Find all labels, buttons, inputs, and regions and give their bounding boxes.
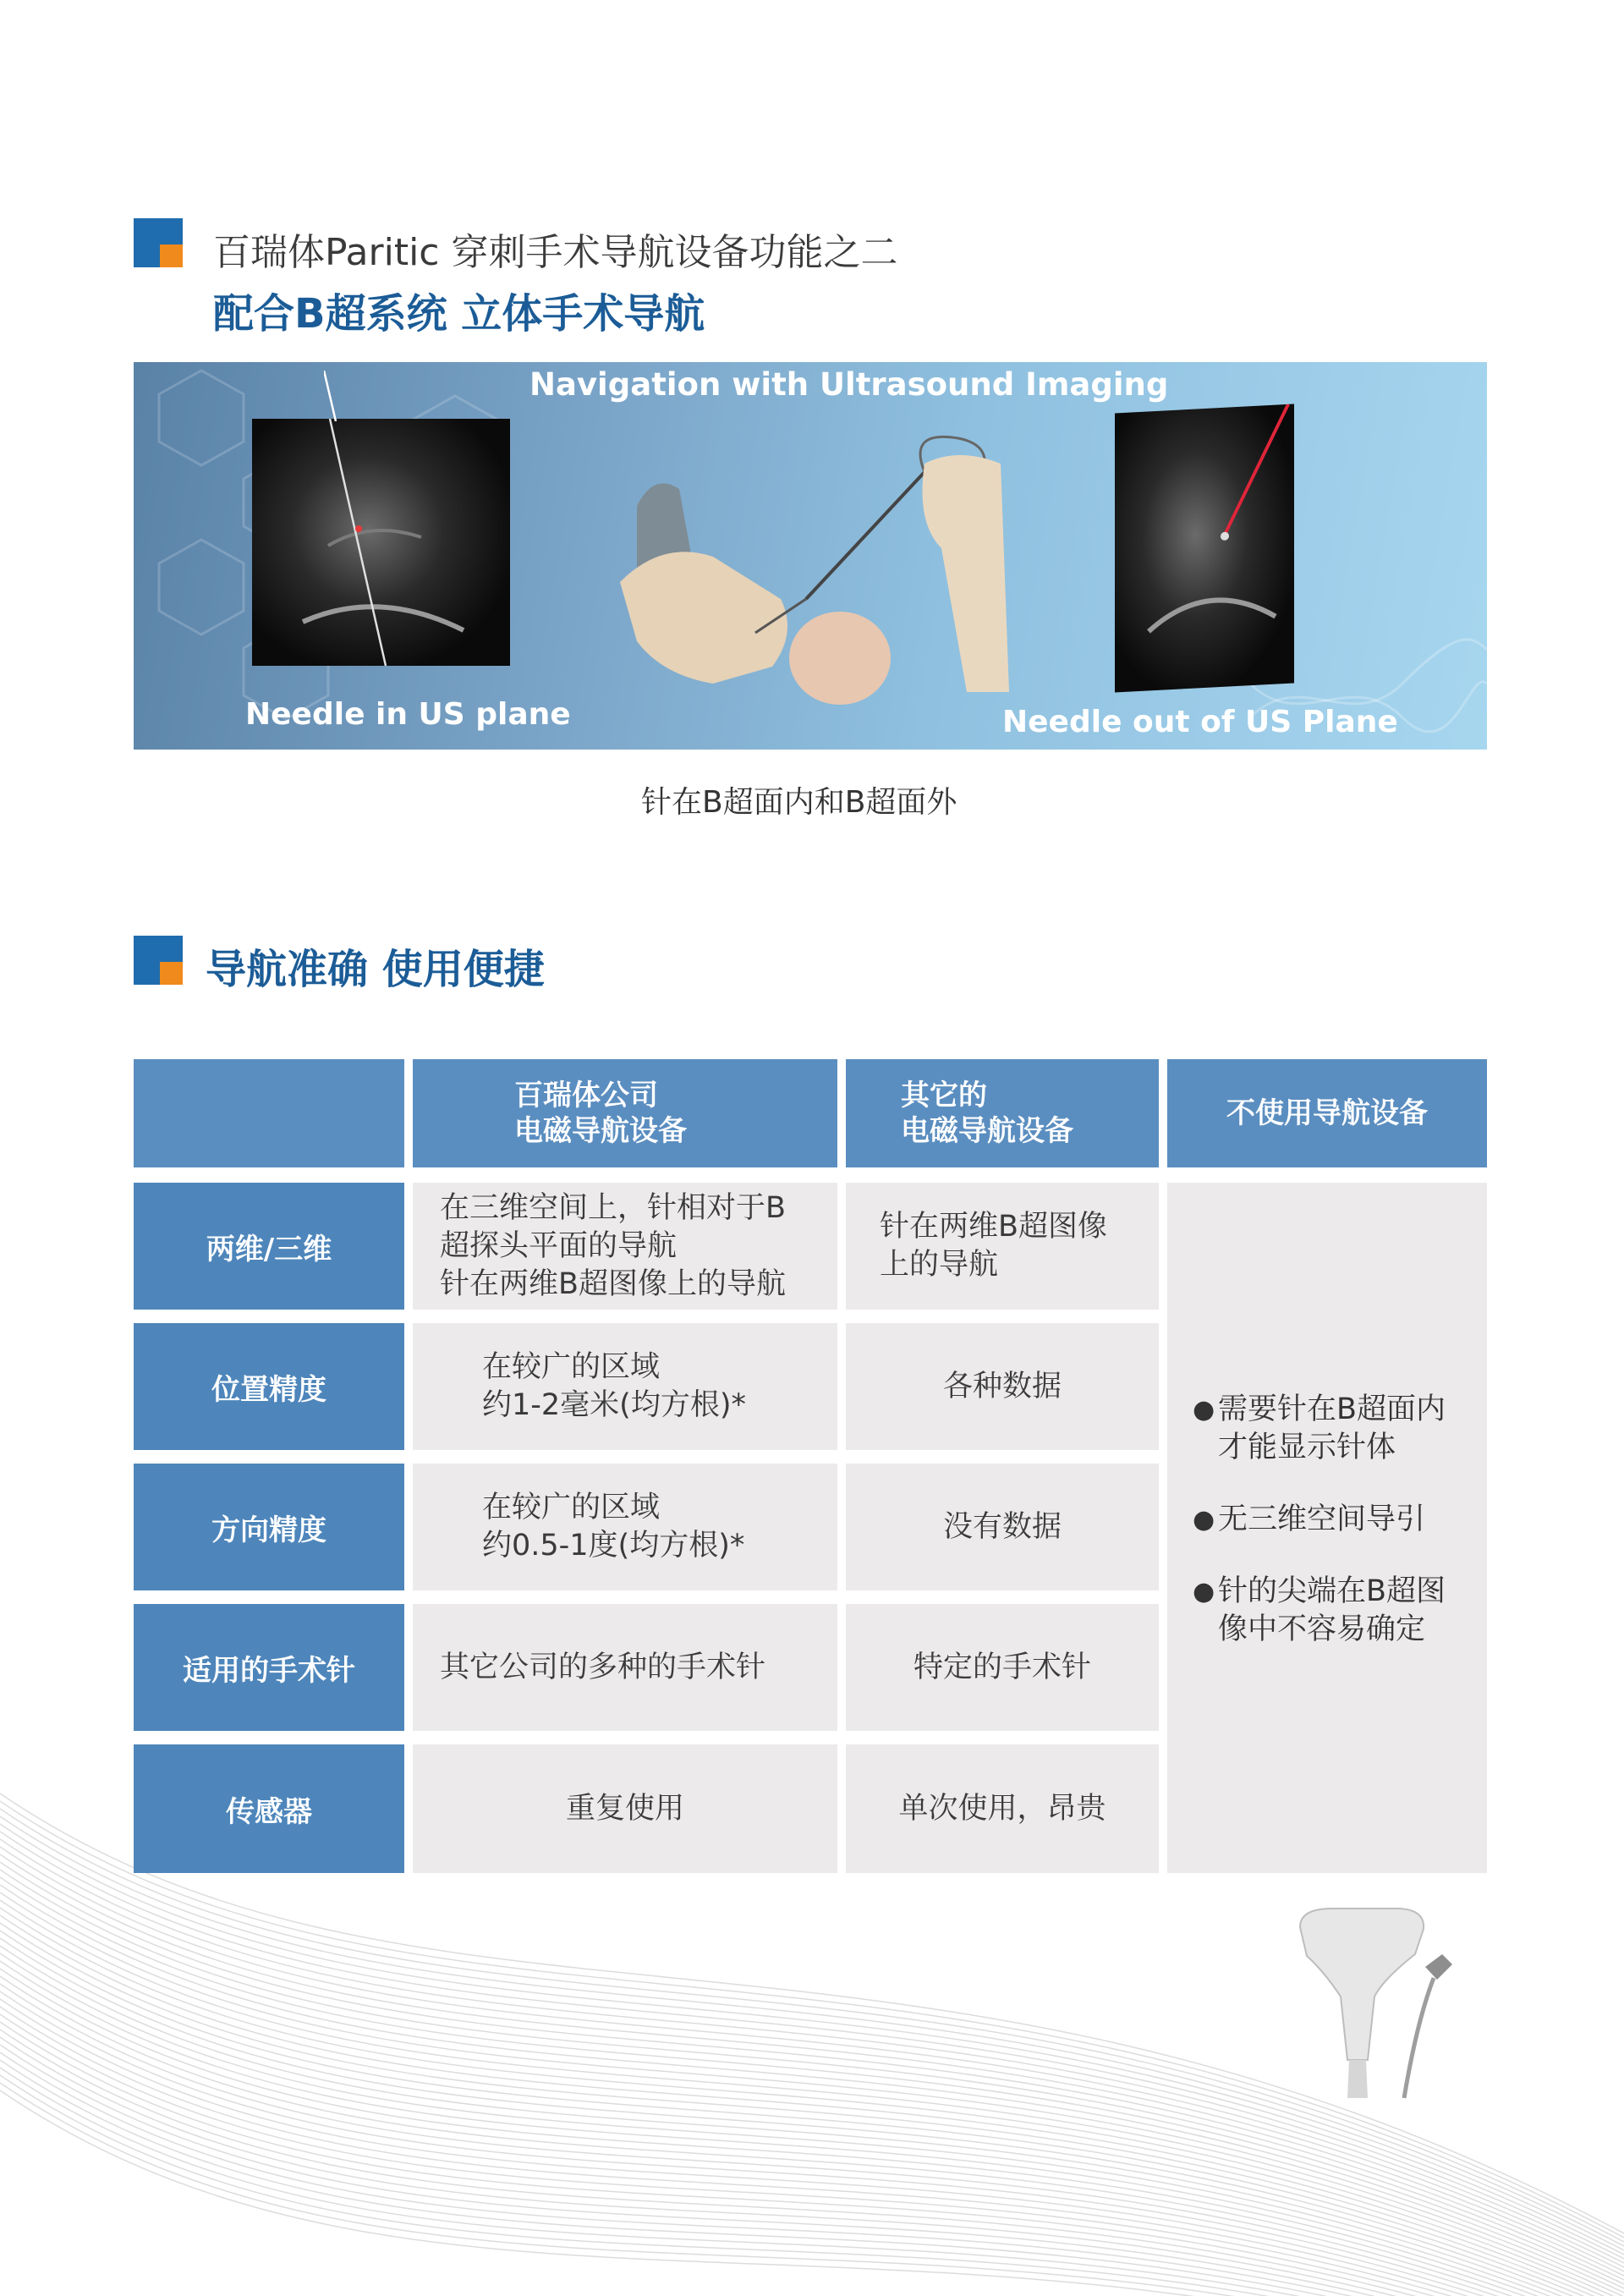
cell-line: 其它公司的多种的手术针 [440, 1650, 766, 1684]
table-cell [846, 1464, 1159, 1590]
header-line: 其它的 [901, 1079, 987, 1112]
bullet-line: 才能显示针体 [1218, 1431, 1396, 1464]
bullet-dot-icon: ● [1193, 1505, 1215, 1535]
cell-line: 上的导航 [880, 1248, 999, 1282]
wave-line [0, 2075, 1624, 2296]
bullet-text [1218, 1391, 1446, 1467]
cell-line: 没有数据 [942, 1509, 1062, 1544]
bullet-text [1218, 1573, 1446, 1649]
row-label-text: 两维/三维 [206, 1232, 332, 1266]
table-cell [413, 1464, 837, 1590]
cell-line: 超探头平面的导航 [440, 1228, 678, 1263]
section1-subtitle: 百瑞体Paritic 穿刺手术导航设备功能之二 [213, 231, 898, 274]
row-label-text: 位置精度 [211, 1372, 326, 1407]
row-label-direction-accuracy [134, 1464, 404, 1590]
table-header-empty [134, 1059, 404, 1167]
section1-title: 配合B超系统 立体手术导航 [213, 290, 705, 338]
table-header-no-navigation [1167, 1059, 1487, 1167]
banner-caption: 针在B超面内和B超面外 [641, 785, 957, 820]
cell-line: 针在两维B超图像上的导航 [440, 1266, 787, 1301]
cell-line: 各种数据 [942, 1369, 1062, 1403]
table-cell [413, 1604, 837, 1731]
row-label-applicable-needles [134, 1604, 404, 1731]
row-label-sensor [134, 1744, 404, 1873]
section-marker-icon [134, 936, 183, 985]
row-label-position-accuracy [134, 1323, 404, 1450]
row-label-text: 传感器 [226, 1794, 312, 1829]
section2-title: 导航准确 使用便捷 [206, 946, 545, 993]
hands-with-probe-and-needle [603, 413, 1009, 717]
cell-line: 针在两维B超图像 [880, 1210, 1108, 1244]
bullet-line: 无三维空间导引 [1218, 1502, 1426, 1536]
needle-line-icon [324, 371, 375, 421]
cell-line: 特定的手术针 [913, 1650, 1091, 1684]
bullet-dot-icon: ● [1193, 1577, 1215, 1607]
no-navigation-summary-cell [1167, 1183, 1487, 1873]
table-cell [413, 1183, 837, 1310]
cell-line: 在较广的区域 [482, 1491, 661, 1524]
sensor-probe-image [1273, 1903, 1476, 2106]
table-header-paritic [413, 1059, 837, 1167]
bullet-line: 像中不容易确定 [1218, 1612, 1426, 1646]
table-cell [846, 1323, 1159, 1450]
ultrasound-image-in-plane [252, 419, 510, 666]
cell-line: 重复使用 [565, 1791, 684, 1826]
table-cell [846, 1744, 1159, 1873]
banner-label-out-of-plane: Needle out of US Plane [1002, 705, 1398, 739]
bullet-text [1218, 1501, 1425, 1539]
bullet-item [1193, 1573, 1487, 1649]
cell-line: 在三维空间上，针相对于B [440, 1190, 787, 1225]
ultrasound-image-out-of-plane [1115, 404, 1294, 692]
row-label-text: 方向精度 [211, 1513, 326, 1547]
header-line: 电磁导航设备 [901, 1114, 1073, 1148]
table-cell [413, 1323, 837, 1450]
banner-title: Navigation with Ultrasound Imaging [529, 366, 1169, 403]
cell-line: 在较广的区域 [482, 1350, 661, 1384]
header-line: 电磁导航设备 [514, 1114, 687, 1148]
ultrasound-navigation-banner [134, 362, 1487, 750]
bullet-line: 需要针在B超面内 [1218, 1392, 1446, 1426]
bullet-item [1193, 1501, 1487, 1539]
cell-line: 单次使用，昂贵 [898, 1791, 1106, 1826]
header-line: 百瑞体公司 [514, 1079, 658, 1112]
cell-line: 约0.5-1度(均方根)* [482, 1529, 745, 1563]
table-cell [846, 1183, 1159, 1310]
table-cell [846, 1604, 1159, 1731]
section-marker-icon [134, 218, 183, 267]
row-label-text: 适用的手术针 [183, 1653, 355, 1688]
bullet-item [1193, 1391, 1487, 1467]
cell-line: 约1-2毫米(均方根)* [482, 1388, 746, 1422]
bullet-line: 针的尖端在B超图 [1218, 1574, 1446, 1608]
bullet-dot-icon: ● [1193, 1395, 1215, 1425]
table-cell [413, 1744, 837, 1873]
wave-line [0, 2090, 1624, 2296]
row-label-2d-3d [134, 1183, 404, 1310]
table-header-other [846, 1059, 1159, 1167]
banner-label-in-plane: Needle in US plane [245, 697, 571, 732]
header-line: 不使用导航设备 [1226, 1096, 1428, 1130]
